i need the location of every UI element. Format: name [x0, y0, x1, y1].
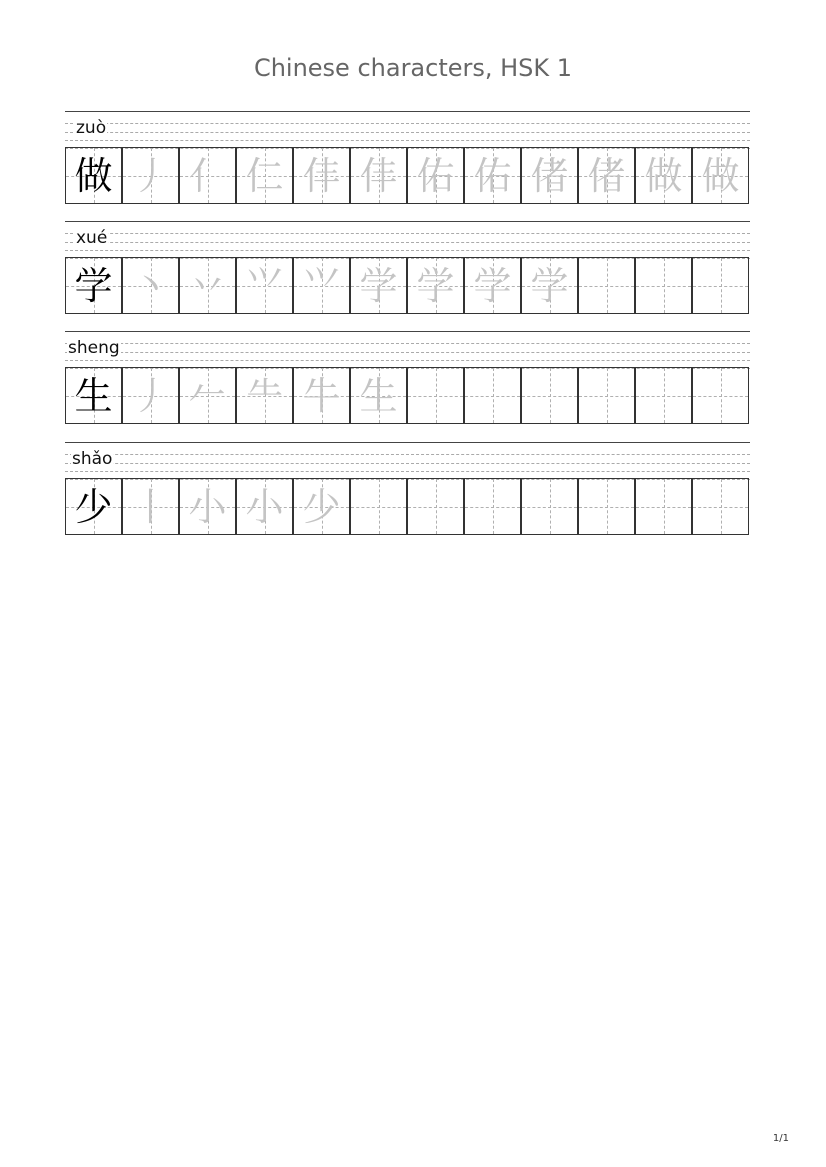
model-character-cell: [65, 367, 122, 424]
model-character-cell: [65, 147, 122, 204]
cell-guide-horizontal: [579, 286, 634, 287]
stroke-trace: 学: [416, 263, 455, 308]
guide-line: [65, 242, 750, 243]
stroke-trace: 仁: [245, 153, 284, 198]
guide-line: [65, 123, 750, 124]
stroke-trace: ⺍: [245, 263, 284, 308]
guide-line: [65, 352, 750, 353]
guide-line: [65, 471, 750, 472]
cell-guide-horizontal: [465, 396, 520, 397]
practice-cell: [122, 478, 179, 535]
guide-line: [65, 132, 750, 133]
cell-guide-horizontal: [465, 507, 520, 508]
cell-guide-horizontal: [579, 507, 634, 508]
model-character: 少: [74, 484, 113, 529]
practice-cell: [350, 367, 407, 424]
stroke-trace: 佑: [416, 153, 455, 198]
stroke-trace: ⺍: [302, 263, 341, 308]
stroke-trace: 佑: [473, 153, 512, 198]
practice-cell: [179, 478, 236, 535]
stroke-trace: 小: [245, 484, 284, 529]
practice-cell: [236, 147, 293, 204]
practice-cell: [464, 478, 521, 535]
guide-line: [65, 463, 750, 464]
cell-guide-horizontal: [408, 507, 463, 508]
stroke-trace: 仹: [302, 153, 341, 198]
stroke-trace: 做: [644, 153, 683, 198]
practice-cell: [407, 257, 464, 314]
practice-cell: [293, 367, 350, 424]
guide-line: [65, 233, 750, 234]
practice-cell: [122, 147, 179, 204]
practice-cell: [692, 147, 749, 204]
cell-guide-horizontal: [636, 286, 691, 287]
practice-cell: [407, 147, 464, 204]
practice-cell: [578, 147, 635, 204]
stroke-trace: 牛: [302, 373, 341, 418]
practice-cell: [122, 367, 179, 424]
stroke-trace: 丶: [131, 263, 170, 308]
pinyin-label: zuò: [76, 118, 107, 138]
practice-cell: [122, 257, 179, 314]
stroke-trace: 仹: [359, 153, 398, 198]
stroke-trace: 偖: [530, 153, 569, 198]
pinyin-guide-lines: [65, 221, 750, 258]
page-number: 1/1: [772, 1133, 789, 1144]
pinyin-guide-lines: [65, 111, 750, 148]
model-character: 做: [74, 153, 113, 198]
model-character-cell: [65, 257, 122, 314]
cell-guide-horizontal: [693, 286, 748, 287]
practice-cell: [635, 257, 692, 314]
practice-cell: [350, 257, 407, 314]
practice-cell: [293, 147, 350, 204]
practice-cell: [635, 367, 692, 424]
pinyin-label: sheng: [68, 338, 120, 358]
stroke-trace: 生: [359, 373, 398, 418]
practice-cell: [578, 367, 635, 424]
practice-cell: [578, 478, 635, 535]
stroke-trace: 丿: [131, 373, 170, 418]
practice-cell: [521, 147, 578, 204]
practice-cell: [407, 367, 464, 424]
cell-guide-horizontal: [579, 396, 634, 397]
pinyin-label: shǎo: [72, 449, 113, 469]
guide-line: [65, 343, 750, 344]
stroke-trace: ⺧: [245, 373, 284, 418]
practice-cell: [692, 478, 749, 535]
practice-cell: [179, 257, 236, 314]
stroke-trace: 学: [359, 263, 398, 308]
guide-line: [65, 360, 750, 361]
practice-cell: [236, 478, 293, 535]
cell-guide-horizontal: [693, 507, 748, 508]
practice-cell: [464, 257, 521, 314]
practice-cell: [464, 147, 521, 204]
practice-cell: [692, 257, 749, 314]
practice-cell: [350, 147, 407, 204]
cell-guide-horizontal: [636, 396, 691, 397]
stroke-trace: 丿: [131, 153, 170, 198]
practice-cell: [578, 257, 635, 314]
stroke-trace: 偖: [587, 153, 626, 198]
cell-guide-horizontal: [351, 507, 406, 508]
stroke-trace: 𠂉: [188, 373, 227, 418]
practice-cell: [692, 367, 749, 424]
worksheet-title: Chinese characters, HSK 1: [253, 54, 573, 82]
guide-line: [65, 140, 750, 141]
cell-guide-horizontal: [408, 396, 463, 397]
model-character: 生: [74, 373, 113, 418]
practice-cell: [407, 478, 464, 535]
guide-line: [65, 454, 750, 455]
practice-cell: [635, 147, 692, 204]
stroke-trace: 做: [701, 153, 740, 198]
guide-line: [65, 250, 750, 251]
stroke-trace: 小: [188, 484, 227, 529]
model-character-cell: [65, 478, 122, 535]
practice-cell: [179, 367, 236, 424]
practice-cell: [236, 257, 293, 314]
practice-cell: [350, 478, 407, 535]
cell-guide-horizontal: [693, 396, 748, 397]
character-grid: [65, 367, 750, 424]
practice-cell: [179, 147, 236, 204]
stroke-trace: 亻: [188, 153, 227, 198]
practice-cell: [521, 367, 578, 424]
cell-guide-horizontal: [522, 396, 577, 397]
character-grid: [65, 147, 750, 204]
pinyin-guide-lines: [65, 331, 750, 368]
stroke-trace: 学: [530, 263, 569, 308]
pinyin-label: xué: [76, 228, 108, 248]
practice-cell: [635, 478, 692, 535]
practice-cell: [521, 257, 578, 314]
cell-guide-horizontal: [636, 507, 691, 508]
practice-cell: [521, 478, 578, 535]
cell-guide-horizontal: [522, 507, 577, 508]
practice-cell: [464, 367, 521, 424]
practice-cell: [293, 257, 350, 314]
model-character: 学: [74, 263, 113, 308]
practice-cell: [293, 478, 350, 535]
stroke-trace: 丷: [188, 263, 227, 308]
stroke-trace: 少: [302, 484, 341, 529]
pinyin-guide-lines: [65, 442, 750, 479]
practice-cell: [236, 367, 293, 424]
stroke-trace: 丨: [131, 484, 170, 529]
character-grid: [65, 257, 750, 314]
stroke-trace: 学: [473, 263, 512, 308]
character-grid: [65, 478, 750, 535]
